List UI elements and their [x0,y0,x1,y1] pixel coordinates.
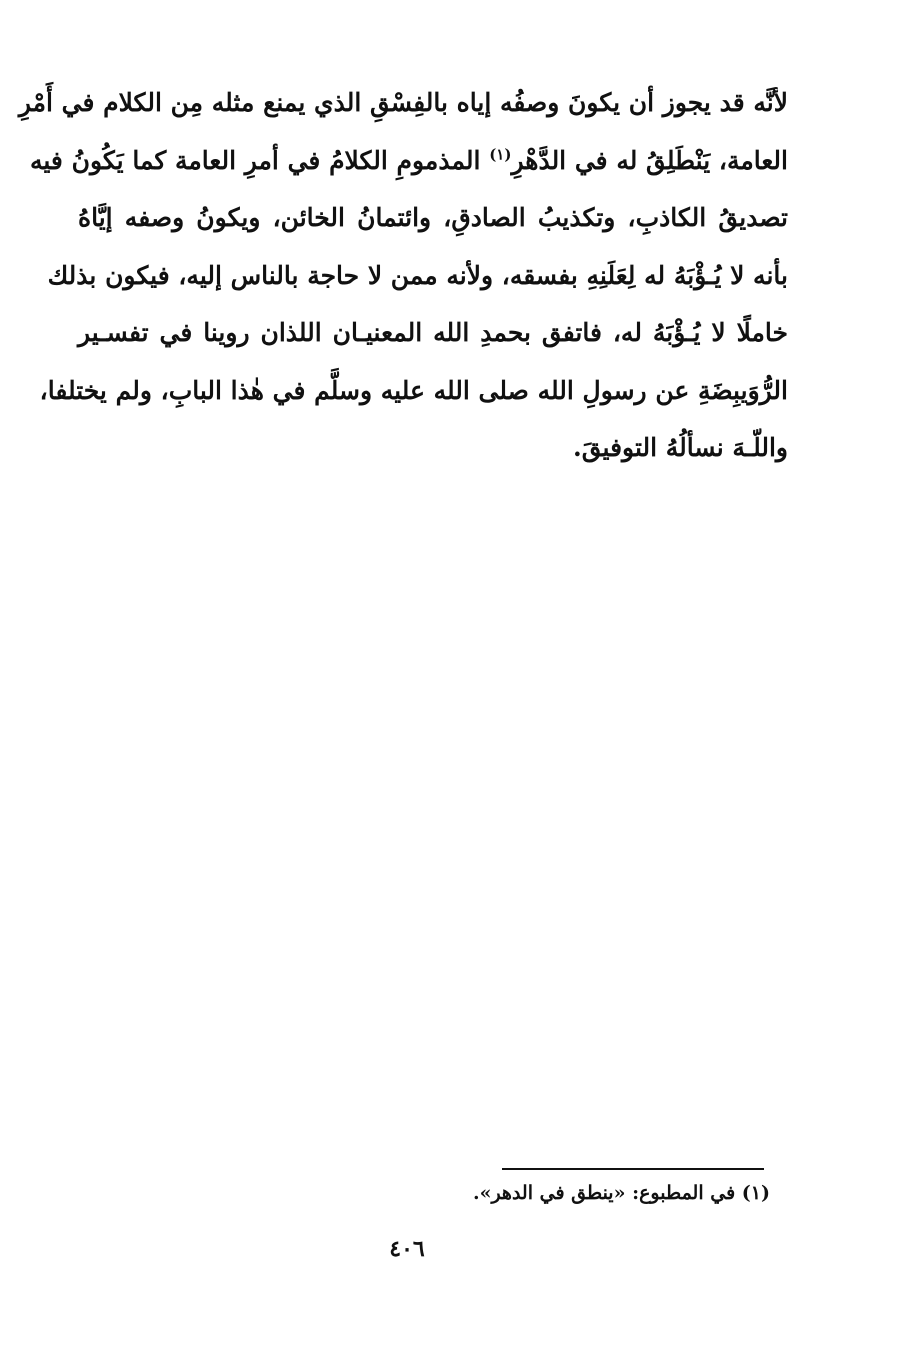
footnote-text: في المطبوع: «ينطق في الدهر». [472,1182,736,1204]
text-line-6: الرُّوَيبِضَةِ عن رسولِ الله صلى الله عليه وسلَّم في هٰذا البابِ، ولم يختلفا، [39,375,788,405]
footnote-number: (١) [741,1182,770,1204]
text-line-7: واللّـهَ نسألُهُ التوفيقَ. [572,433,788,462]
text-line-5: خاملًا لا يُـؤْبَهُ له، فاتفق بحمدِ الله المعنيـان اللذان روينا في تفسـير [78,318,788,347]
text-line-2 [29,132,788,190]
text-line-4: بأنه لا يُـؤْبَهُ له لِعَلَنِهِ بفسقه، ولأنه ممن لا حاجة بالناس إليه، فيكون بذلك [47,260,788,290]
text-line-3: تصديقُ الكاذبِ، وتكذيبُ الصادقِ، وائتمانُ الخائن، ويكونُ وصفه إيَّاهُ [78,203,788,232]
text-line-2-part-a: العامة، يَنْطَلِقُ له في الدَّهْرِ [511,145,788,175]
page-number: ٤٠٦ [389,1236,425,1262]
footnote [380,1182,770,1204]
main-text-block [18,74,788,477]
footnote-separator [502,1168,764,1170]
text-line-2-part-b: المذمومِ الكلامُ في أمرِ العامة كما يَكُونُ فيه [29,145,481,175]
footnote-reference-marker: (١) [489,145,512,164]
text-line-1: لأنَّه قد يجوز أن يكونَ وصفُه إياه بالفِسْقِ الذي يمنع مثله مِن الكلام في أَمْرِ [18,88,788,117]
